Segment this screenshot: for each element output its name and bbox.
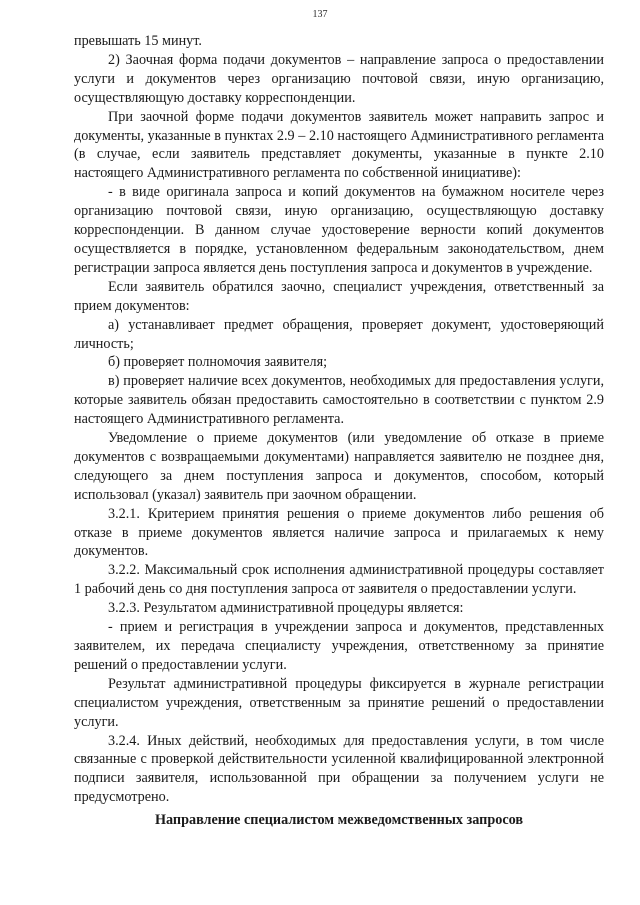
paragraph-3-2-3: 3.2.3. Результатом административной процедуры является: (108, 600, 464, 617)
paragraph-registration: - прием и регистрация в учреждении запроса и документов, представленных заявителем, их передача специалисту учреждения, ответственному за принятие решений о предоставлении услуги. (74, 619, 604, 673)
paragraph-correspondence-submission: При заочной форме подачи документов заявитель может направить запрос и документы, указанные в пунктах 2.9 – 2.10 настоящего Административного регламента (в случае, если заявитель представляет документы, указанные в пункте 2.10 настоящего Административного регламента по собственной инициативе): (74, 108, 604, 182)
paragraph-item-b: б) проверяет полномочия заявителя; (108, 354, 328, 371)
paragraph-continuation: превышать 15 минут. (74, 33, 202, 49)
paragraph-3-2-4: 3.2.4. Иных действий, необходимых для предоставления услуги, в том числе связанные с проверкой действительности усиленной квалифицированной электронной подписи заявителя, использованной при обращении за получением услуги не предусмотрено. (74, 732, 604, 806)
paragraph-result-journal: Результат административной процедуры фиксируется в журнале регистрации специалистом учреждения, ответственным за принятие решений о предоставлении услуги. (74, 675, 604, 730)
paragraph-item-c: в) проверяет наличие всех документов, необходимых для предоставления услуги, которые заявитель обязан предоставить самостоятельно в соответствии с пунктом 2.9 настоящего Административного регламента. (74, 373, 604, 428)
paragraph-paper-originals: - в виде оригинала запроса и копий документов на бумажном носителе через организацию почтовой связи, иную организацию, осуществляющую доставку корреспонденции. В данном случае удостоверение верности копий документов осуществляется в порядке, установленном федеральным законодательством, днем регистрации запроса является день поступления запроса и документов в учреждение. (74, 184, 604, 276)
paragraph-item-a: а) устанавливает предмет обращения, проверяет документ, удостоверяющий личность; (74, 316, 604, 352)
paragraph-3-2-2: 3.2.2. Максимальный срок исполнения административной процедуры составляет 1 рабочий день со дня поступления запроса от заявителя о предоставлении услуги. (74, 562, 604, 598)
paragraph-correspondence-form: 2) Заочная форма подачи документов – направление запроса о предоставлении услуги и документов через организацию почтовой связи, иную организацию, осуществляющую доставку корреспонденции. (74, 51, 604, 106)
section-heading: Направление специалистом межведомственных запросов (154, 812, 524, 828)
paragraph-specialist-duties: Если заявитель обратился заочно, специалист учреждения, ответственный за прием документов: (74, 278, 604, 314)
page-number: 137 (312, 9, 328, 20)
document-body (74, 32, 604, 807)
paragraph-notification: Уведомление о приеме документов (или уведомление об отказе в приеме документов с возвращаемыми документами) направляется заявителю не позднее дня, следующего за днем поступления запроса и документов, способом, который использовал (указал) заявитель при заочном обращении. (74, 430, 604, 503)
paragraph-3-2-1: 3.2.1. Критерием принятия решения о приеме документов либо решения об отказе в приеме документов является наличие запроса и прилагаемых к нему документов. (74, 505, 604, 560)
